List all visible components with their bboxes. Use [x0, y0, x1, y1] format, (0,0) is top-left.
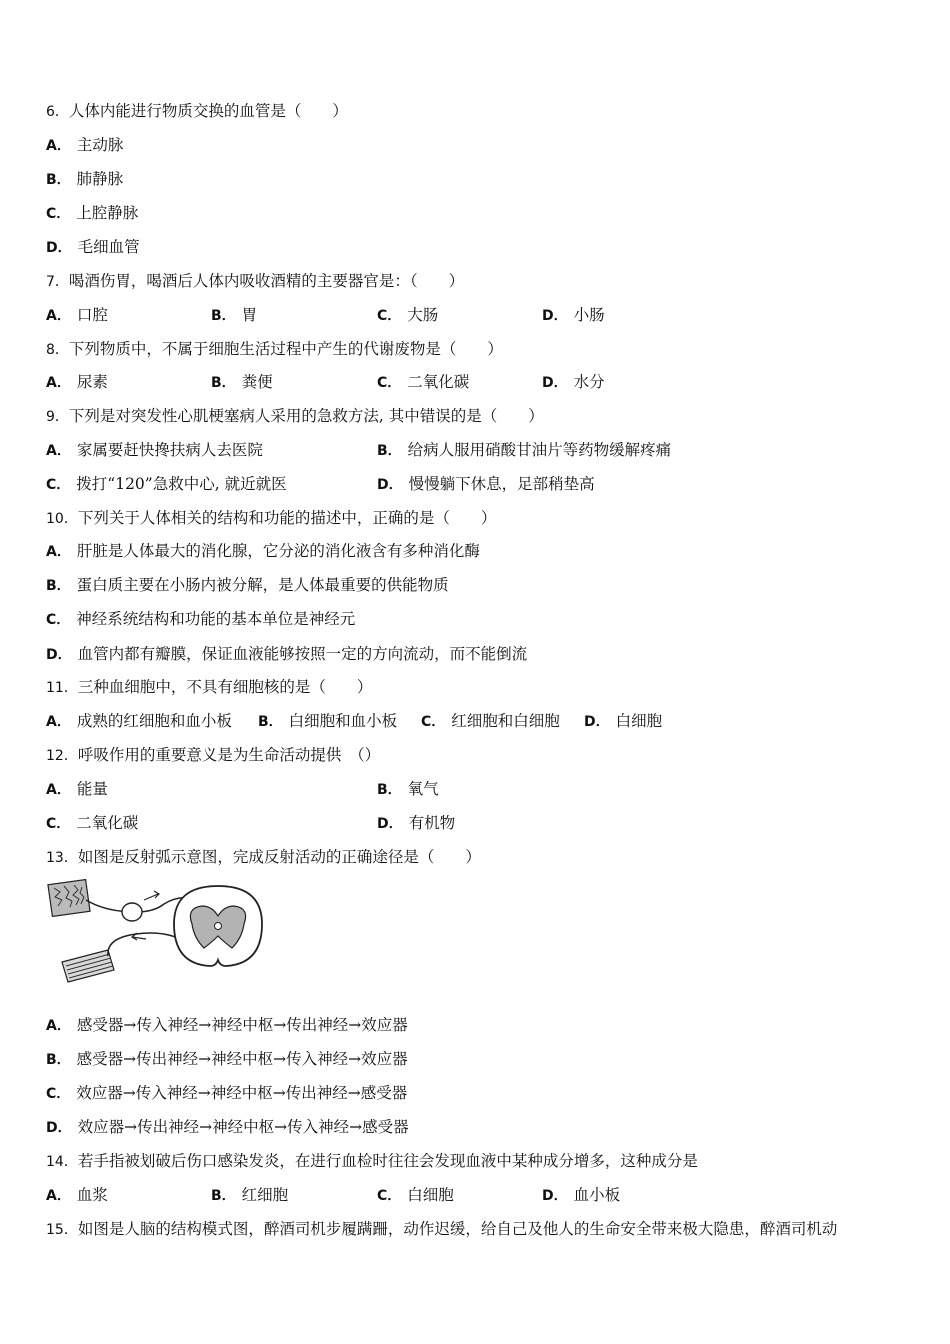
- option-7b[interactable]: B． 胃: [211, 306, 258, 324]
- option-6c[interactable]: C． 上腔静脉: [46, 204, 139, 222]
- option-12d[interactable]: D． 有机物: [377, 814, 456, 832]
- option-8a[interactable]: A． 尿素: [46, 373, 108, 391]
- option-11d[interactable]: D． 白细胞: [584, 712, 663, 730]
- option-12a[interactable]: A． 能量: [46, 780, 108, 798]
- question-8-stem: 8．下列物质中，不属于细胞生活过程中产生的代谢废物是（ ）: [46, 340, 503, 358]
- option-9d[interactable]: D． 慢慢躺下休息，足部稍垫高: [377, 475, 595, 493]
- question-9-stem: 9．下列是对突发性心肌梗塞病人采用的急救方法, 其中错误的是（ ）: [46, 407, 544, 425]
- option-10b[interactable]: B． 蛋白质主要在小肠内被分解，是人体最重要的供能物质: [46, 576, 449, 594]
- option-12b[interactable]: B． 氧气: [377, 780, 439, 798]
- question-6-stem: 6．人体内能进行物质交换的血管是（ ）: [46, 102, 348, 120]
- question-12-stem: 12．呼吸作用的重要意义是为生命活动提供 （）: [46, 746, 381, 764]
- question-11-stem: 11．三种血细胞中，不具有细胞核的是（ ）: [46, 678, 373, 696]
- effector-icon: [62, 950, 114, 982]
- option-8b[interactable]: B． 粪便: [211, 373, 273, 391]
- option-14b[interactable]: B． 红细胞: [211, 1186, 289, 1204]
- question-15-stem: 15．如图是人脑的结构模式图，醉酒司机步履蹒跚，动作迟缓，给自己及他人的生命安全带来极大隐患，醉酒司机动: [46, 1220, 838, 1238]
- option-14c[interactable]: C． 白细胞: [377, 1186, 454, 1204]
- option-11b[interactable]: B． 白细胞和血小板: [258, 712, 398, 730]
- question-14-stem: 14．若手指被划破后伤口感染发炎，在进行血检时往往会发现血液中某种成分增多，这种成分是: [46, 1152, 698, 1170]
- question-10-stem: 10．下列关于人体相关的结构和功能的描述中，正确的是（ ）: [46, 509, 497, 527]
- option-8c[interactable]: C． 二氧化碳: [377, 373, 470, 391]
- option-8d[interactable]: D． 水分: [542, 373, 605, 391]
- option-9c[interactable]: C． 拨打“120”急救中心, 就近就医: [46, 475, 287, 493]
- ganglion-icon: [122, 903, 142, 921]
- spinal-cord-icon: [174, 886, 262, 966]
- option-7d[interactable]: D． 小肠: [542, 306, 605, 324]
- option-10d[interactable]: D． 血管内都有瓣膜，保证血液能够按照一定的方向流动，而不能倒流: [46, 645, 528, 663]
- reflex-arc-figure: [46, 878, 268, 990]
- option-7a[interactable]: A． 口腔: [46, 306, 108, 324]
- option-13b[interactable]: B． 感受器→传出神经→神经中枢→传入神经→效应器: [46, 1050, 408, 1068]
- option-14a[interactable]: A． 血浆: [46, 1186, 108, 1204]
- option-9b[interactable]: B． 给病人服用硝酸甘油片等药物缓解疼痛: [377, 441, 672, 459]
- option-11a[interactable]: A． 成熟的红细胞和血小板: [46, 712, 232, 730]
- question-13-stem: 13．如图是反射弧示意图，完成反射活动的正确途径是（ ）: [46, 848, 481, 866]
- option-10c[interactable]: C． 神经系统结构和功能的基本单位是神经元: [46, 610, 356, 628]
- option-12c[interactable]: C． 二氧化碳: [46, 814, 139, 832]
- arrow-up-icon: [144, 891, 159, 900]
- option-13c[interactable]: C． 效应器→传入神经→神经中枢→传出神经→感受器: [46, 1084, 408, 1102]
- option-13a[interactable]: A． 感受器→传入神经→神经中枢→传出神经→效应器: [46, 1016, 408, 1034]
- receptor-icon: [48, 880, 90, 917]
- option-14d[interactable]: D． 血小板: [542, 1186, 621, 1204]
- option-13d[interactable]: D． 效应器→传出神经→神经中枢→传入神经→感受器: [46, 1118, 409, 1136]
- option-7c[interactable]: C． 大肠: [377, 306, 439, 324]
- option-6a[interactable]: A． 主动脉: [46, 136, 124, 154]
- option-6b[interactable]: B． 肺静脉: [46, 170, 124, 188]
- question-7-stem: 7．喝酒伤胃，喝酒后人体内吸收酒精的主要器官是：（ ）: [46, 272, 465, 290]
- option-10a[interactable]: A． 肝脏是人体最大的消化腺，它分泌的消化液含有多种消化酶: [46, 542, 480, 560]
- option-6d[interactable]: D． 毛细血管: [46, 238, 140, 256]
- option-9a[interactable]: A． 家属要赶快搀扶病人去医院: [46, 441, 263, 459]
- option-11c[interactable]: C． 红细胞和白细胞: [421, 712, 560, 730]
